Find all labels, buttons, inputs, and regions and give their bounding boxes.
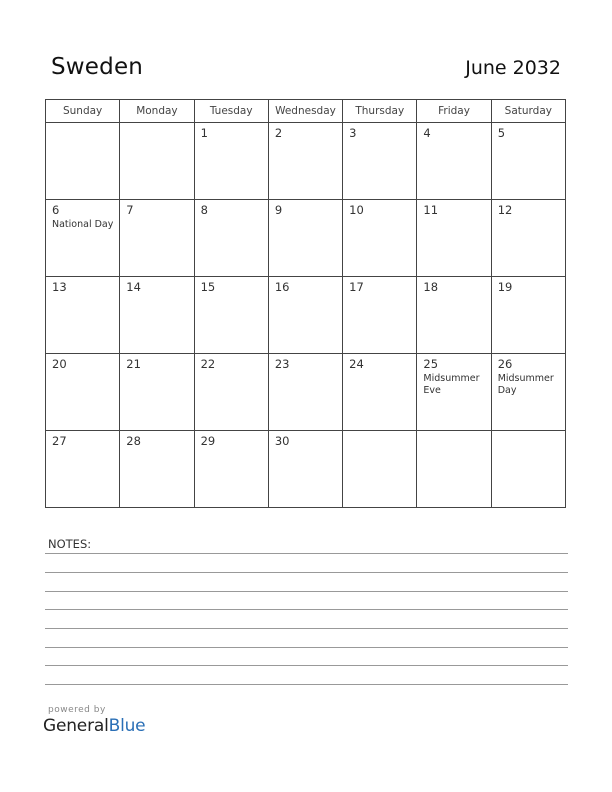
note-line bbox=[45, 609, 568, 610]
day-number: 15 bbox=[200, 280, 216, 294]
weekday-monday: Monday bbox=[120, 100, 194, 123]
weekday-thursday: Thursday bbox=[343, 100, 417, 123]
weekday-sunday: Sunday bbox=[46, 100, 120, 123]
day-number: 7 bbox=[126, 203, 134, 217]
holiday-label: National Day bbox=[52, 219, 114, 230]
day-cell bbox=[417, 354, 491, 431]
brand-blue: Blue bbox=[108, 716, 146, 736]
month-year-title: June 2032 bbox=[465, 57, 561, 79]
day-number: 3 bbox=[349, 126, 357, 140]
note-line bbox=[45, 591, 568, 592]
day-cell bbox=[417, 200, 491, 277]
day-cell bbox=[46, 431, 120, 508]
country-title: Sweden bbox=[51, 54, 144, 80]
day-cell bbox=[417, 277, 491, 354]
day-number: 24 bbox=[349, 357, 364, 371]
day-number: 26 bbox=[497, 357, 513, 371]
week-row bbox=[46, 431, 566, 508]
day-cell bbox=[268, 354, 342, 431]
day-number: 12 bbox=[497, 203, 513, 217]
day-cell bbox=[491, 123, 565, 200]
day-cell bbox=[268, 200, 342, 277]
day-cell bbox=[194, 277, 268, 354]
day-number: 14 bbox=[126, 280, 141, 294]
week-row bbox=[46, 277, 566, 354]
day-number: 9 bbox=[274, 203, 283, 217]
day-cell bbox=[120, 354, 194, 431]
day-cell bbox=[491, 431, 565, 508]
note-line bbox=[45, 684, 568, 685]
day-number: 27 bbox=[52, 434, 67, 448]
day-number: 21 bbox=[126, 357, 141, 371]
day-cell bbox=[491, 354, 565, 431]
day-number: 10 bbox=[349, 203, 364, 217]
brand-general: General bbox=[43, 716, 109, 736]
weekday-tuesday: Tuesday bbox=[194, 100, 268, 123]
day-cell bbox=[194, 354, 268, 431]
day-number: 13 bbox=[52, 280, 67, 294]
day-number: 23 bbox=[274, 357, 290, 371]
day-number: 29 bbox=[200, 434, 216, 448]
day-cell bbox=[268, 277, 342, 354]
day-cell bbox=[417, 123, 491, 200]
day-cell bbox=[46, 200, 120, 277]
note-line bbox=[45, 665, 568, 666]
day-cell bbox=[491, 277, 565, 354]
day-cell bbox=[194, 123, 268, 200]
generalblue-logo bbox=[43, 716, 145, 736]
day-cell bbox=[268, 123, 342, 200]
day-cell bbox=[120, 123, 194, 200]
day-cell bbox=[194, 200, 268, 277]
day-number: 6 bbox=[52, 203, 60, 217]
calendar-grid bbox=[45, 99, 566, 508]
day-number: 5 bbox=[497, 126, 506, 140]
day-cell bbox=[268, 431, 342, 508]
day-number: 22 bbox=[200, 357, 216, 371]
day-number: 18 bbox=[423, 280, 439, 294]
day-number: 17 bbox=[349, 280, 364, 294]
day-number: 4 bbox=[423, 126, 431, 140]
day-cell bbox=[343, 431, 417, 508]
day-number: 8 bbox=[200, 203, 208, 217]
note-line bbox=[45, 553, 568, 554]
holiday-label: Midsummer Day bbox=[497, 373, 554, 396]
note-line bbox=[45, 572, 568, 573]
weekday-friday: Friday bbox=[417, 100, 491, 123]
weekday-saturday: Saturday bbox=[491, 100, 565, 123]
day-number: 30 bbox=[274, 434, 290, 448]
day-cell bbox=[343, 123, 417, 200]
week-row bbox=[46, 354, 566, 431]
day-cell bbox=[46, 123, 120, 200]
day-number: 1 bbox=[200, 126, 208, 140]
day-cell bbox=[417, 431, 491, 508]
note-line bbox=[45, 647, 568, 648]
day-number: 25 bbox=[423, 357, 439, 371]
weekday-wednesday: Wednesday bbox=[268, 100, 342, 123]
note-line bbox=[45, 628, 568, 629]
week-row bbox=[46, 123, 566, 200]
day-number: 28 bbox=[126, 434, 141, 448]
day-number: 19 bbox=[497, 280, 513, 294]
day-number: 16 bbox=[274, 280, 290, 294]
day-cell bbox=[343, 200, 417, 277]
notes-label: NOTES: bbox=[48, 537, 92, 551]
day-cell bbox=[343, 354, 417, 431]
day-cell bbox=[46, 277, 120, 354]
day-cell bbox=[194, 431, 268, 508]
week-row bbox=[46, 200, 566, 277]
day-cell bbox=[343, 277, 417, 354]
day-number: 2 bbox=[274, 126, 283, 140]
day-cell bbox=[46, 354, 120, 431]
day-number: 20 bbox=[52, 357, 67, 371]
day-cell bbox=[120, 431, 194, 508]
powered-by-text: powered by bbox=[48, 705, 106, 715]
weekday-header-row bbox=[46, 100, 566, 123]
holiday-label: Midsummer Eve bbox=[423, 373, 480, 396]
day-cell bbox=[491, 200, 565, 277]
day-cell bbox=[120, 200, 194, 277]
day-cell bbox=[120, 277, 194, 354]
day-number: 11 bbox=[423, 203, 439, 217]
